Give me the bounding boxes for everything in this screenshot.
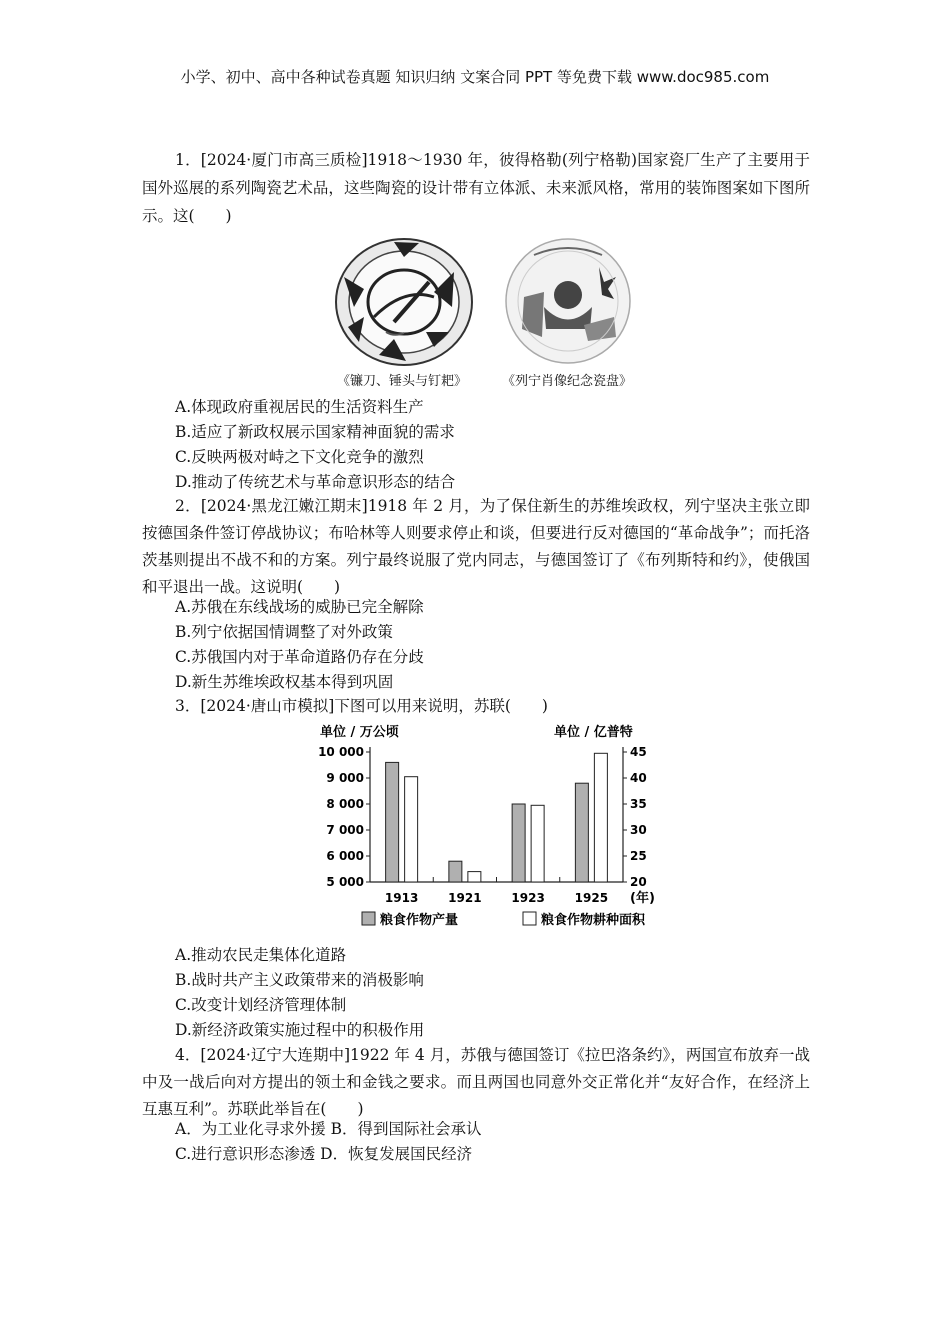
bar-yield-1923 — [512, 804, 525, 882]
legend-label-area: 粮食作物耕种面积 — [541, 913, 646, 928]
x-tick-label: 1921 — [448, 891, 482, 905]
q1-caption-right: 《列宁肖像纪念瓷盘》 — [502, 374, 633, 389]
q4-options-row2: C.进行意识形态渗透 D．恢复发展国民经济 — [175, 1145, 473, 1163]
q3-option-c: C.改变计划经济管理体制 — [175, 996, 347, 1014]
left-tick-label: 6 000 — [326, 849, 364, 863]
q1-caption-left: 《镰刀、锤头与钉耙》 — [337, 374, 468, 389]
sickle-hammer-plate-image — [334, 237, 474, 367]
q3-stem: 3．[2024·唐山市模拟]下图可以用来说明，苏联( ) — [175, 697, 548, 715]
x-tick-label: 1913 — [384, 891, 419, 905]
right-tick-label: 35 — [630, 797, 647, 811]
lenin-portrait-plate-image — [504, 237, 632, 365]
q3-option-b: B.战时共产主义政策带来的消极影响 — [175, 971, 424, 989]
q1-option-b: B.适应了新政权展示国家精神面貌的需求 — [175, 423, 455, 441]
left-tick-label: 9 000 — [326, 771, 364, 785]
page-header: 小学、初中、高中各种试卷真题 知识归纳 文案合同 PPT 等免费下载 www.doc985.com — [180, 68, 770, 86]
right-tick-label: 45 — [630, 745, 647, 759]
right-tick-label: 30 — [630, 823, 647, 837]
bar-area-1925 — [594, 753, 607, 882]
q1-stem: 1．[2024·厦门市高三质检]1918～1930 年，彼得格勒(列宁格勒)国家瓷厂生产了主要用于国外巡展的系列陶瓷艺术品，这些陶瓷的设计带有立体派、未来派风格，常用的装饰图案如下图所示。这( ) — [142, 151, 810, 225]
bar-yield-1925 — [575, 783, 588, 882]
q4-stem: 4．[2024·辽宁大连期中]1922 年 4 月，苏俄与德国签订《拉巴洛条约》，两国宣布放弃一战中及一战后向对方提出的领土和金钱之要求。而且两国也同意外交正常化并“友好合作，在经济上互惠互利”。苏联此举旨在( ) — [142, 1046, 810, 1118]
q1-option-c: C.反映两极对峙之下文化竞争的激烈 — [175, 448, 424, 466]
q1-option-a: A.体现政府重视居民的生活资料生产 — [175, 398, 424, 416]
left-tick-label: 8 000 — [326, 797, 364, 811]
legend-swatch-yield — [362, 912, 375, 925]
q3-option-a: A.推动农民走集体化道路 — [175, 946, 347, 964]
bar-area-1913 — [405, 777, 418, 882]
q2-stem: 2．[2024·黑龙江嫩江期末]1918 年 2 月，为了保住新生的苏维埃政权，列宁坚决主张立即按德国条件签订停战协议；布哈林等人则要求停止和谈，但要进行反对德国的“革命战争”；而托洛茨基则提出不战不和的方案。列宁最终说服了党内同志，与德国签订了《布列斯特和约》，使俄国和平退出一战。这说明( ) — [142, 497, 810, 596]
q4-options-row1: A．为工业化寻求外援 B．得到国际社会承认 — [175, 1120, 482, 1138]
q2-option-c: C.苏俄国内对于革命道路仍存在分歧 — [175, 648, 424, 666]
x-tick-label: 1923 — [511, 891, 545, 905]
q1-option-d: D.推动了传统艺术与革命意识形态的结合 — [175, 473, 456, 491]
q2-option-d: D.新生苏维埃政权基本得到巩固 — [175, 673, 394, 691]
left-tick-label: 5 000 — [326, 875, 364, 889]
bar-area-1921 — [468, 872, 481, 882]
x-axis-unit: (年) — [630, 891, 655, 906]
x-tick-label: 1925 — [574, 891, 609, 905]
grain-chart — [318, 714, 668, 936]
left-axis-label: 单位 / 万公顷 — [320, 725, 399, 740]
q3-option-d: D.新经济政策实施过程中的积极作用 — [175, 1021, 425, 1039]
right-tick-label: 40 — [630, 771, 647, 785]
left-tick-label: 7 000 — [326, 823, 364, 837]
legend-label-yield: 粮食作物产量 — [380, 913, 459, 928]
legend-swatch-area — [523, 912, 536, 925]
q2-option-a: A.苏俄在东线战场的威胁已完全解除 — [175, 598, 424, 616]
left-tick-label: 10 000 — [318, 745, 364, 759]
bar-area-1923 — [531, 805, 544, 882]
bar-yield-1921 — [449, 861, 462, 882]
bar-yield-1913 — [386, 762, 399, 882]
right-axis-label: 单位 / 亿普特 — [554, 725, 633, 740]
q2-option-b: B.列宁依据国情调整了对外政策 — [175, 623, 393, 641]
right-tick-label: 25 — [630, 849, 647, 863]
right-tick-label: 20 — [630, 875, 647, 889]
